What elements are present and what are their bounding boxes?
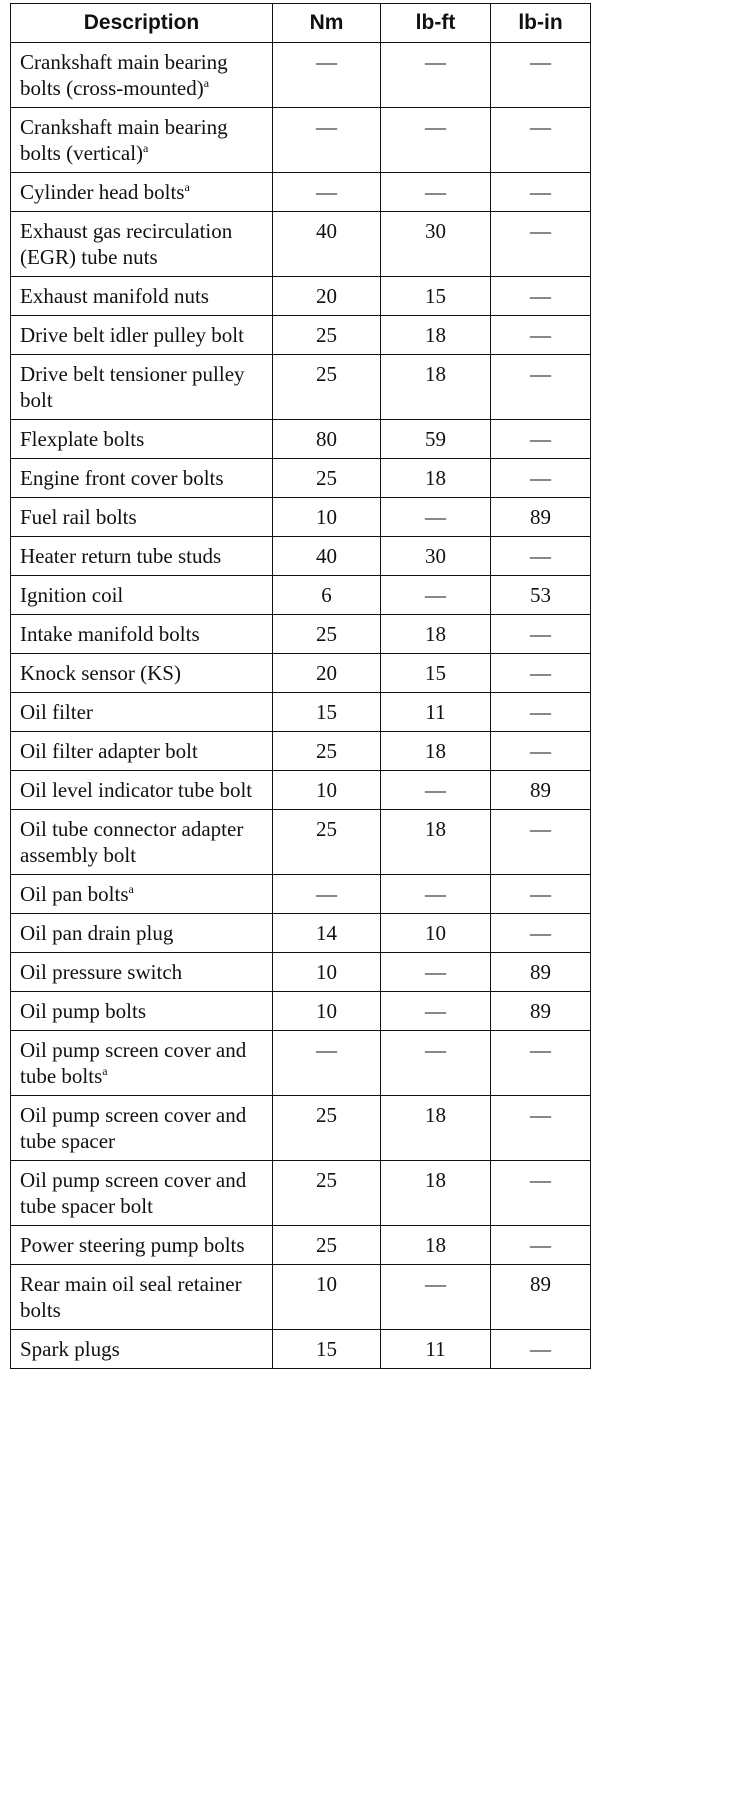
row-lb-ft-value: 11 bbox=[381, 693, 491, 732]
row-lb-ft-value: — bbox=[381, 1265, 491, 1330]
row-description: Heater return tube studs bbox=[20, 544, 222, 568]
row-lb-ft-value: 18 bbox=[381, 615, 491, 654]
row-description-cell bbox=[11, 108, 273, 173]
row-description-cell bbox=[11, 771, 273, 810]
row-lb-in-value: — bbox=[491, 693, 591, 732]
row-lb-in-value: — bbox=[491, 108, 591, 173]
row-description-cell bbox=[11, 212, 273, 277]
row-lb-in-value: — bbox=[491, 914, 591, 953]
footnote-marker: a bbox=[102, 1064, 108, 1078]
row-description: Oil tube connector adapter assembly bolt bbox=[20, 817, 244, 867]
row-description: Rear main oil seal retainer bolts bbox=[20, 1272, 242, 1322]
table-row bbox=[11, 875, 591, 914]
row-lb-ft-value: 11 bbox=[381, 1330, 491, 1369]
row-description: Power steering pump bolts bbox=[20, 1233, 245, 1257]
table-row bbox=[11, 615, 591, 654]
table-row bbox=[11, 498, 591, 537]
header-description: Description bbox=[11, 4, 273, 43]
table-row bbox=[11, 810, 591, 875]
row-description-cell bbox=[11, 1226, 273, 1265]
row-lb-ft-value: — bbox=[381, 498, 491, 537]
table-row bbox=[11, 277, 591, 316]
row-description-cell bbox=[11, 173, 273, 212]
row-description: Oil pump bolts bbox=[20, 999, 147, 1023]
header-nm: Nm bbox=[273, 4, 381, 43]
row-lb-in-value: 89 bbox=[491, 1265, 591, 1330]
row-lb-in-value: — bbox=[491, 1161, 591, 1226]
row-nm-value: 40 bbox=[273, 537, 381, 576]
row-description: Crankshaft main bearing bolts (vertical) bbox=[20, 115, 228, 165]
row-description-cell bbox=[11, 277, 273, 316]
row-lb-in-value: — bbox=[491, 654, 591, 693]
row-description-cell bbox=[11, 693, 273, 732]
row-lb-ft-value: — bbox=[381, 953, 491, 992]
footnote-marker: a bbox=[128, 882, 134, 896]
row-lb-ft-value: — bbox=[381, 992, 491, 1031]
table-row bbox=[11, 316, 591, 355]
row-nm-value: 25 bbox=[273, 732, 381, 771]
row-nm-value: — bbox=[273, 1031, 381, 1096]
row-lb-ft-value: — bbox=[381, 43, 491, 108]
row-description: Ignition coil bbox=[20, 583, 124, 607]
row-description-cell bbox=[11, 810, 273, 875]
table-row bbox=[11, 1096, 591, 1161]
row-nm-value: 10 bbox=[273, 953, 381, 992]
row-lb-ft-value: — bbox=[381, 173, 491, 212]
row-lb-in-value: — bbox=[491, 615, 591, 654]
row-lb-ft-value: 18 bbox=[381, 1096, 491, 1161]
row-nm-value: 10 bbox=[273, 1265, 381, 1330]
row-nm-value: — bbox=[273, 875, 381, 914]
row-description: Flexplate bolts bbox=[20, 427, 145, 451]
row-lb-in-value: — bbox=[491, 875, 591, 914]
row-lb-in-value: — bbox=[491, 355, 591, 420]
row-nm-value: 10 bbox=[273, 498, 381, 537]
row-description-cell bbox=[11, 459, 273, 498]
row-description-cell bbox=[11, 498, 273, 537]
footnote-marker: a bbox=[184, 180, 190, 194]
row-nm-value: 25 bbox=[273, 355, 381, 420]
row-description-cell bbox=[11, 992, 273, 1031]
row-lb-ft-value: 59 bbox=[381, 420, 491, 459]
row-nm-value: 6 bbox=[273, 576, 381, 615]
row-lb-ft-value: 15 bbox=[381, 654, 491, 693]
table-row bbox=[11, 43, 591, 108]
row-description-cell bbox=[11, 355, 273, 420]
header-lb-in: lb-in bbox=[491, 4, 591, 43]
table-row bbox=[11, 654, 591, 693]
row-lb-ft-value: 18 bbox=[381, 732, 491, 771]
row-description: Oil level indicator tube bolt bbox=[20, 778, 253, 802]
row-lb-in-value: — bbox=[491, 277, 591, 316]
row-lb-in-value: — bbox=[491, 212, 591, 277]
row-description-cell bbox=[11, 420, 273, 459]
row-lb-in-value: — bbox=[491, 1226, 591, 1265]
table-row bbox=[11, 420, 591, 459]
row-description: Fuel rail bolts bbox=[20, 505, 137, 529]
row-lb-in-value: — bbox=[491, 732, 591, 771]
row-nm-value: 25 bbox=[273, 1161, 381, 1226]
header-row bbox=[11, 4, 591, 43]
row-description: Spark plugs bbox=[20, 1337, 120, 1361]
row-lb-in-value: — bbox=[491, 1096, 591, 1161]
row-lb-in-value: — bbox=[491, 316, 591, 355]
table-row bbox=[11, 576, 591, 615]
row-lb-in-value: 89 bbox=[491, 992, 591, 1031]
row-description-cell bbox=[11, 1330, 273, 1369]
row-lb-in-value: — bbox=[491, 810, 591, 875]
row-description: Knock sensor (KS) bbox=[20, 661, 181, 685]
row-lb-ft-value: 10 bbox=[381, 914, 491, 953]
row-lb-ft-value: 18 bbox=[381, 1161, 491, 1226]
row-lb-in-value: — bbox=[491, 1031, 591, 1096]
row-description: Engine front cover bolts bbox=[20, 466, 224, 490]
row-description: Exhaust manifold nuts bbox=[20, 284, 209, 308]
row-lb-in-value: — bbox=[491, 1330, 591, 1369]
row-description-cell bbox=[11, 953, 273, 992]
row-lb-in-value: — bbox=[491, 173, 591, 212]
table-row bbox=[11, 914, 591, 953]
row-nm-value: 25 bbox=[273, 1096, 381, 1161]
row-nm-value: 20 bbox=[273, 654, 381, 693]
row-description: Drive belt idler pulley bolt bbox=[20, 323, 244, 347]
row-lb-ft-value: 30 bbox=[381, 537, 491, 576]
row-description: Crankshaft main bearing bolts (cross-mounted) bbox=[20, 50, 228, 100]
row-lb-ft-value: — bbox=[381, 875, 491, 914]
row-lb-ft-value: 18 bbox=[381, 1226, 491, 1265]
torque-spec-table bbox=[10, 3, 591, 1369]
row-nm-value: 80 bbox=[273, 420, 381, 459]
row-nm-value: 10 bbox=[273, 771, 381, 810]
row-description: Oil pan drain plug bbox=[20, 921, 174, 945]
row-lb-ft-value: 18 bbox=[381, 459, 491, 498]
row-nm-value: 25 bbox=[273, 459, 381, 498]
table-row bbox=[11, 459, 591, 498]
row-lb-in-value: 89 bbox=[491, 953, 591, 992]
row-description: Oil pump screen cover and tube spacer bbox=[20, 1103, 247, 1153]
row-nm-value: — bbox=[273, 108, 381, 173]
row-description: Drive belt tensioner pulley bolt bbox=[20, 362, 245, 412]
table-row bbox=[11, 992, 591, 1031]
row-description-cell bbox=[11, 43, 273, 108]
table-row bbox=[11, 212, 591, 277]
row-description-cell bbox=[11, 1161, 273, 1226]
table-row bbox=[11, 771, 591, 810]
row-description-cell bbox=[11, 316, 273, 355]
row-lb-ft-value: 15 bbox=[381, 277, 491, 316]
row-nm-value: 20 bbox=[273, 277, 381, 316]
table-body bbox=[11, 43, 591, 1369]
row-lb-ft-value: 18 bbox=[381, 316, 491, 355]
table-row bbox=[11, 1031, 591, 1096]
row-lb-in-value: 89 bbox=[491, 771, 591, 810]
row-description-cell bbox=[11, 576, 273, 615]
row-nm-value: 15 bbox=[273, 693, 381, 732]
row-lb-in-value: 53 bbox=[491, 576, 591, 615]
table-row bbox=[11, 1161, 591, 1226]
row-lb-in-value: — bbox=[491, 420, 591, 459]
row-description-cell bbox=[11, 1265, 273, 1330]
row-description-cell bbox=[11, 1096, 273, 1161]
header-lb-ft: lb-ft bbox=[381, 4, 491, 43]
footnote-marker: a bbox=[143, 141, 149, 155]
row-nm-value: 25 bbox=[273, 615, 381, 654]
footnote-marker: a bbox=[203, 76, 210, 90]
row-description: Exhaust gas recirculation (EGR) tube nuts bbox=[20, 219, 233, 269]
table-row bbox=[11, 1226, 591, 1265]
row-nm-value: 40 bbox=[273, 212, 381, 277]
row-lb-in-value: 89 bbox=[491, 498, 591, 537]
row-lb-ft-value: 18 bbox=[381, 355, 491, 420]
row-nm-value: — bbox=[273, 173, 381, 212]
row-description-cell bbox=[11, 914, 273, 953]
row-description: Oil filter adapter bolt bbox=[20, 739, 198, 763]
row-description: Oil pan bolts bbox=[20, 882, 129, 906]
row-nm-value: 15 bbox=[273, 1330, 381, 1369]
row-description: Cylinder head bolts bbox=[20, 180, 185, 204]
row-description-cell bbox=[11, 654, 273, 693]
row-lb-ft-value: 30 bbox=[381, 212, 491, 277]
row-lb-ft-value: 18 bbox=[381, 810, 491, 875]
row-description: Oil pump screen cover and tube spacer bolt bbox=[20, 1168, 247, 1218]
row-nm-value: — bbox=[273, 43, 381, 108]
row-lb-in-value: — bbox=[491, 537, 591, 576]
row-lb-ft-value: — bbox=[381, 108, 491, 173]
row-description: Oil pressure switch bbox=[20, 960, 183, 984]
row-nm-value: 25 bbox=[273, 810, 381, 875]
row-description-cell bbox=[11, 732, 273, 771]
row-description-cell bbox=[11, 615, 273, 654]
row-lb-in-value: — bbox=[491, 459, 591, 498]
table-row bbox=[11, 953, 591, 992]
row-nm-value: 10 bbox=[273, 992, 381, 1031]
row-description-cell bbox=[11, 875, 273, 914]
row-lb-in-value: — bbox=[491, 43, 591, 108]
table-row bbox=[11, 1265, 591, 1330]
row-lb-ft-value: — bbox=[381, 576, 491, 615]
row-description: Intake manifold bolts bbox=[20, 622, 200, 646]
row-description: Oil pump screen cover and tube bolts bbox=[20, 1038, 247, 1088]
row-description-cell bbox=[11, 537, 273, 576]
table-row bbox=[11, 537, 591, 576]
row-lb-ft-value: — bbox=[381, 1031, 491, 1096]
table-row bbox=[11, 108, 591, 173]
row-lb-ft-value: — bbox=[381, 771, 491, 810]
row-description-cell bbox=[11, 1031, 273, 1096]
row-nm-value: 25 bbox=[273, 1226, 381, 1265]
row-description: Oil filter bbox=[20, 700, 93, 724]
table-row bbox=[11, 732, 591, 771]
row-nm-value: 14 bbox=[273, 914, 381, 953]
table-row bbox=[11, 1330, 591, 1369]
table-row bbox=[11, 693, 591, 732]
table-row bbox=[11, 173, 591, 212]
row-nm-value: 25 bbox=[273, 316, 381, 355]
table-row bbox=[11, 355, 591, 420]
